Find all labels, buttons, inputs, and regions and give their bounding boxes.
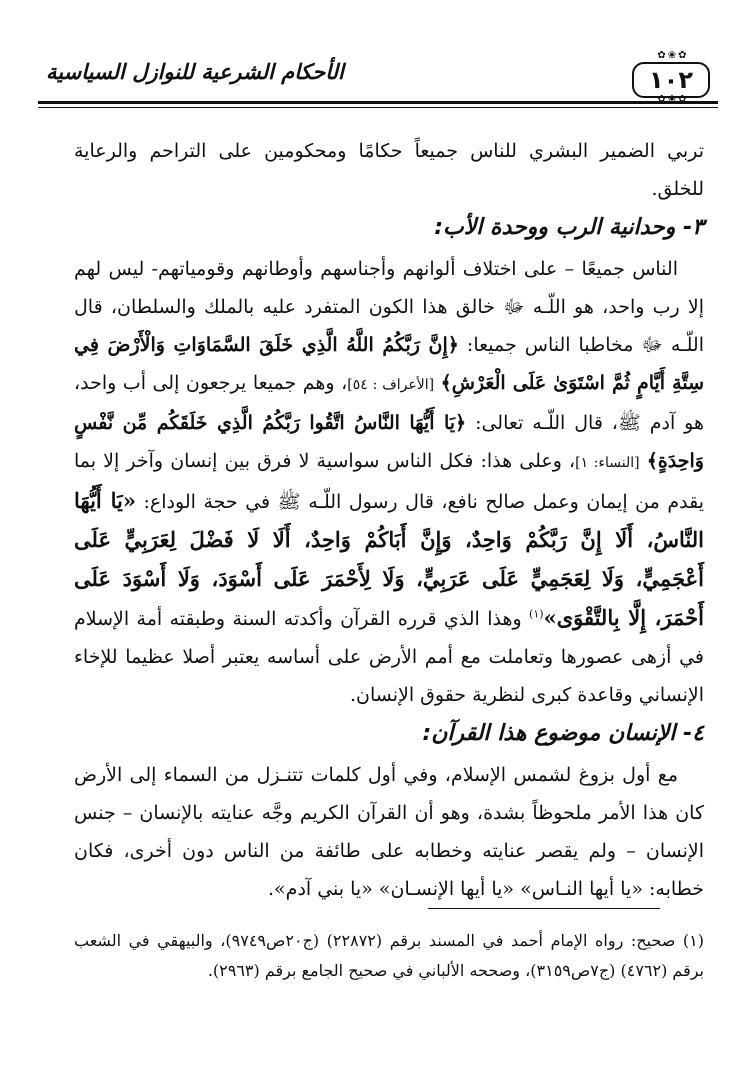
hadith-farewell-sermon: «يَا أَيُّهَا النَّاسُ، أَلَا إِنَّ رَبَّكُمْ وَاحِدٌ، وَإِنَّ أَبَاكُمْ وَاحِدٌ، أَلَا لَا فَضْلَ لِعَرَبِيٍّ عَلَى أَعْجَمِيٍّ، وَلَا لِعَجَمِيٍّ عَلَى عَرَبِيٍّ، وَلَا لِأَحْمَرَ عَلَى أَسْوَدَ، وَلَا أَسْوَدَ عَلَى أَحْمَرَ، إِلَّا بِالتَّقْوَى» [74, 488, 704, 630]
paragraph-unity-text-b: ، وهم جميعا يرجعون إلى أب واحد، هو آدم ﷺ، قال اللّـه تعالى: [74, 372, 704, 434]
verse-reference-araf: [الأعراف : ٥٤] [347, 377, 435, 393]
page-number-frame [632, 62, 710, 98]
section-heading-4: ٤- الإنسان موضوع هذا القرآن: [422, 721, 704, 746]
paragraph-intro: تربي الضمير البشري للناس جميعاً حكامًا ومحكومين على التراحم والرعاية للخلق. [74, 140, 704, 200]
running-title: الأحكام الشرعية للنوازل السياسية [46, 60, 344, 84]
paragraph-unity [74, 250, 704, 714]
footnote-separator [428, 908, 660, 909]
page-number: ١٠٢ [649, 66, 693, 94]
header-rule-thick [38, 101, 718, 104]
verse-reference-nisa: [النساء: ١] [575, 455, 640, 471]
ornament-bottom-icon: ✿❀✿ [657, 94, 689, 105]
header-rule-thin [38, 107, 718, 108]
main-text [74, 132, 704, 908]
ornament-top-icon: ✿❀✿ [657, 50, 689, 61]
section-heading-3: ٣- وحدانية الرب ووحدة الأب: [434, 215, 704, 240]
paragraph-human: مع أول بزوغ لشمس الإسلام، وفي أول كلمات تتنـزل من السماء إلى الأرض كان هذا الأمر ملحوظاً بشدة، وهو أن القرآن الكريم وجَّه عنايته بالإنسان – جنس الإنسان – ولم يقصر عنايته وخطابه على طائفة من الناس دون أخرى، فكان خطابه: «يا أيها النـاس» «يا أيها الإنسـان» «يا بني آدم». [74, 764, 704, 900]
paragraph-unity-text-c: ، وعلى هذا: فكل الناس سواسية لا فرق بين إنسان وآخر إلا بما يقدم من إيمان وعمل صالح نافع، قال رسول اللّـه ﷺ في حجة الوداع: [74, 450, 705, 513]
footnotes [74, 926, 704, 986]
paragraph-unity-text-a: الناس جميعًا – على اختلاف ألوانهم وأجناسهم وأوطانهم وقومياتهم- ليس لهم إلا رب واحد، هو اللّـه ﷻ خالق هذا الكون المتفرد عليه بالملك والسلطان، قال اللّـه ﷻ مخاطبا الناس جميعا: [74, 258, 705, 356]
footnote-marker: (١) [529, 607, 544, 621]
quran-verse-araf: ﴿إِنَّ رَبَّكُمُ اللَّهُ الَّذِي خَلَقَ السَّمَاوَاتِ وَالْأَرْضَ فِي سِتَّةِ أَيَّامٍ ثُمَّ اسْتَوَىٰ عَلَى الْعَرْشِ﴾ [74, 334, 705, 394]
quran-verse-nisa: ﴿يَا أَيُّهَا النَّاسُ اتَّقُوا رَبَّكُمُ الَّذِي خَلَقَكُم مِّن نَّفْسٍ وَاحِدَةٍ﴾ [74, 412, 704, 472]
page-header [38, 50, 718, 108]
footnote-1: (١) صحيح: رواه الإمام أحمد في المسند برقم (٢٢٨٧٢) (ج٢٠ص٩٧٤٩)، والبيهقي في الشعب برقم (٤٧٦٢) (ج٧ص٣١٥٩)، وصححه الألباني في صحيح الجامع برقم (٢٩٦٣). [74, 931, 705, 980]
paragraph-unity-text-d: وهذا الذي قرره القرآن وأكدته السنة وطبقته أمة الإسلام في أزهى عصورها وتعاملت مع أمم الأرض على أساسه يعتبر أصلا عظيما للإخاء الإنساني وقاعدة كبرى لنظرية حقوق الإنسان. [74, 608, 704, 706]
